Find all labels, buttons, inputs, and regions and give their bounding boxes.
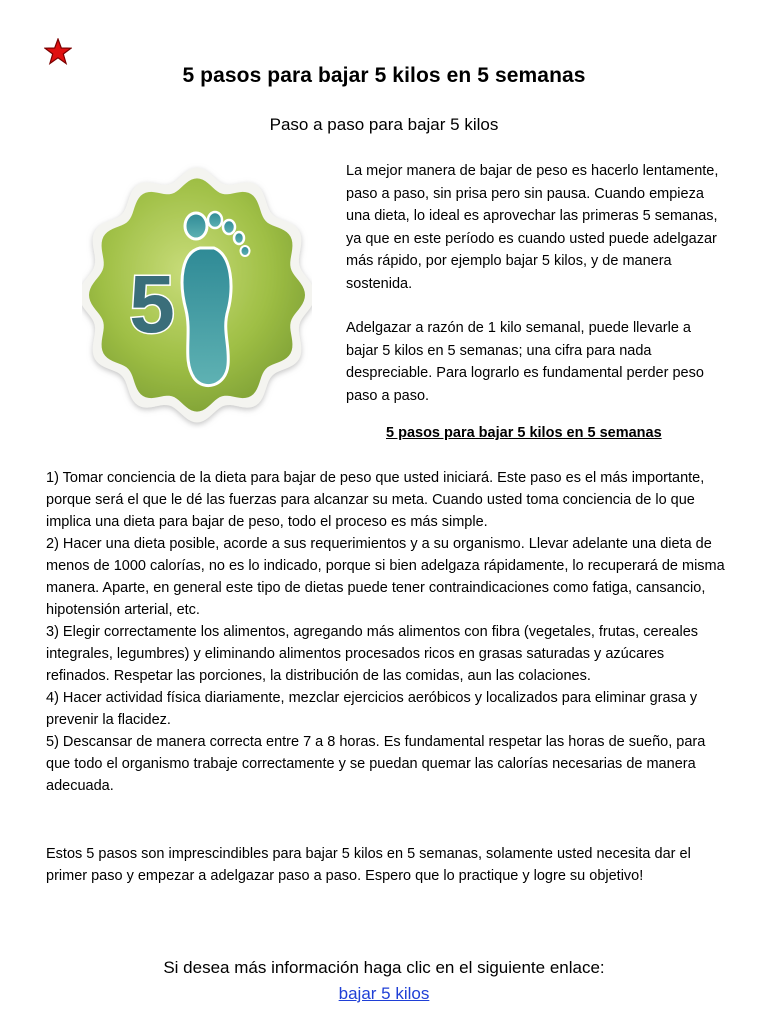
- steps-list: [46, 467, 726, 797]
- intro-paragraph: La mejor manera de bajar de peso es hacerlo lentamente, paso a paso, sin prisa pero sin pausa. Cuando empieza una dieta, lo ideal es aprovechar las primeras 5 semanas, ya que en este período es cuando usted puede adelgazar más rápido, por ejemplo bajar 5 kilos, y de manera sostenida.: [346, 163, 719, 292]
- more-info: [0, 955, 768, 1007]
- step-item: 5) Descansar de manera correcta entre 7 a 8 horas. Es fundamental respetar las horas de sueño, para que todo el organismo trabaje correctamente y se puedan quemar las calorías necesarias de manera adecuada.: [46, 734, 706, 794]
- badge-number: 5: [129, 259, 175, 350]
- closing-paragraph: Estos 5 pasos son imprescindibles para bajar 5 kilos en 5 semanas, solamente usted necesita dar el primer paso y empezar a adelgazar paso a paso. Espero que lo practique y logre su objetivo!: [46, 846, 691, 884]
- page-title: 5 pasos para bajar 5 kilos en 5 semanas: [182, 64, 586, 87]
- intro-text: [346, 160, 726, 429]
- step-item: 1) Tomar conciencia de la dieta para bajar de peso que usted iniciará. Este paso es el más importante, porque será el que le dé las fuerzas para alcanzar su meta. Cuando usted toma conciencia de lo que implica una dieta para bajar de peso, todo el proceso es más simple.: [46, 470, 705, 530]
- intro-paragraph: Adelgazar a razón de 1 kilo semanal, puede llevarle a bajar 5 kilos en 5 semanas; una cifra para nada despreciable. Para lograrlo es fundamental perder peso paso a paso.: [346, 320, 704, 404]
- more-info-text: Si desea más información haga clic en el siguiente enlace:: [163, 958, 605, 977]
- bajar-5-kilos-link[interactable]: bajar 5 kilos: [338, 984, 430, 1003]
- step-item: 2) Hacer una dieta posible, acorde a sus requerimientos y a su organismo. Llevar adelante una dieta de menos de 1000 calorías, no es lo indicado, porque si bien adelgaza rápidamente, lo recuperará de misma manera. Aparte, en general este tipo de dietas puede tener contraindicaciones como fatiga, cansancio, hipotensión arterial, etc.: [46, 536, 725, 618]
- star-icon: [44, 38, 72, 66]
- foot-badge-image: [82, 160, 312, 430]
- section-heading: 5 pasos para bajar 5 kilos en 5 semanas: [386, 425, 662, 441]
- step-item: 4) Hacer actividad física diariamente, mezclar ejercicios aeróbicos y localizados para eliminar grasa y prevenir la flacidez.: [46, 690, 698, 728]
- page-subtitle: Paso a paso para bajar 5 kilos: [269, 115, 499, 134]
- step-item: 3) Elegir correctamente los alimentos, agregando más alimentos con fibra (vegetales, frutas, cereales integrales, legumbres) y eliminando alimentos procesados ricos en grasas saturadas y azúcares refinados. Respetar las porciones, la distribución de las comidas, aun las colaciones.: [46, 624, 699, 684]
